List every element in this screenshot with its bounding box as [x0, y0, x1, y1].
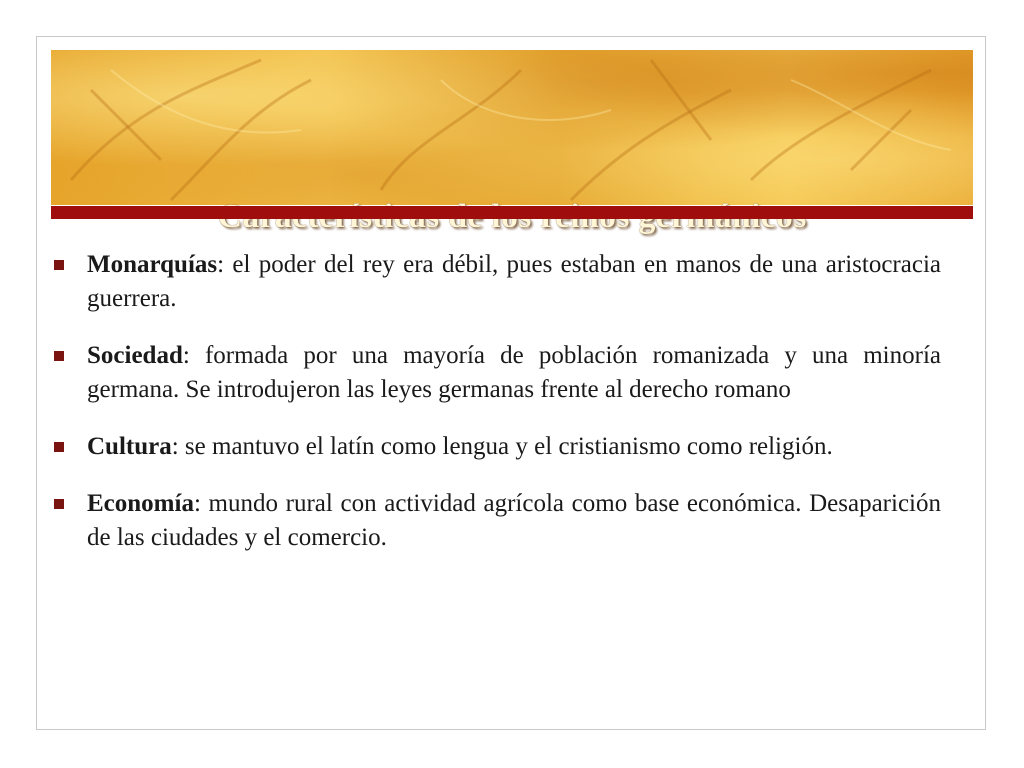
bullet-text: : el poder del rey era débil, pues estaban en manos de una aristocracia guerrera. — [87, 251, 941, 312]
bullet-term: Cultura — [87, 433, 172, 460]
bullet-item-economia — [51, 487, 941, 555]
bullet-list — [51, 248, 941, 578]
square-bullet-icon — [54, 442, 64, 452]
bullet-term: Economía — [87, 490, 194, 517]
bullet-item-sociedad — [51, 339, 941, 407]
bullet-term: Monarquías — [87, 251, 218, 278]
square-bullet-icon — [54, 351, 64, 361]
bullet-item-monarquias — [51, 248, 941, 316]
bullet-item-cultura — [51, 430, 941, 464]
title-banner — [51, 50, 973, 205]
banner-texture — [51, 50, 973, 205]
title-underline-bar — [51, 206, 973, 219]
bullet-text: : formada por una mayoría de población romanizada y una minoría germana. Se introdujeron las leyes germanas frente al derecho romano — [87, 342, 941, 403]
bullet-text: : mundo rural con actividad agrícola como base económica. Desaparición de las ciudades y el comercio. — [87, 490, 941, 551]
square-bullet-icon — [54, 260, 64, 270]
bullet-text: : se mantuvo el latín como lengua y el cristianismo como religión. — [171, 433, 833, 460]
bullet-term: Sociedad — [87, 342, 183, 369]
square-bullet-icon — [54, 499, 64, 509]
